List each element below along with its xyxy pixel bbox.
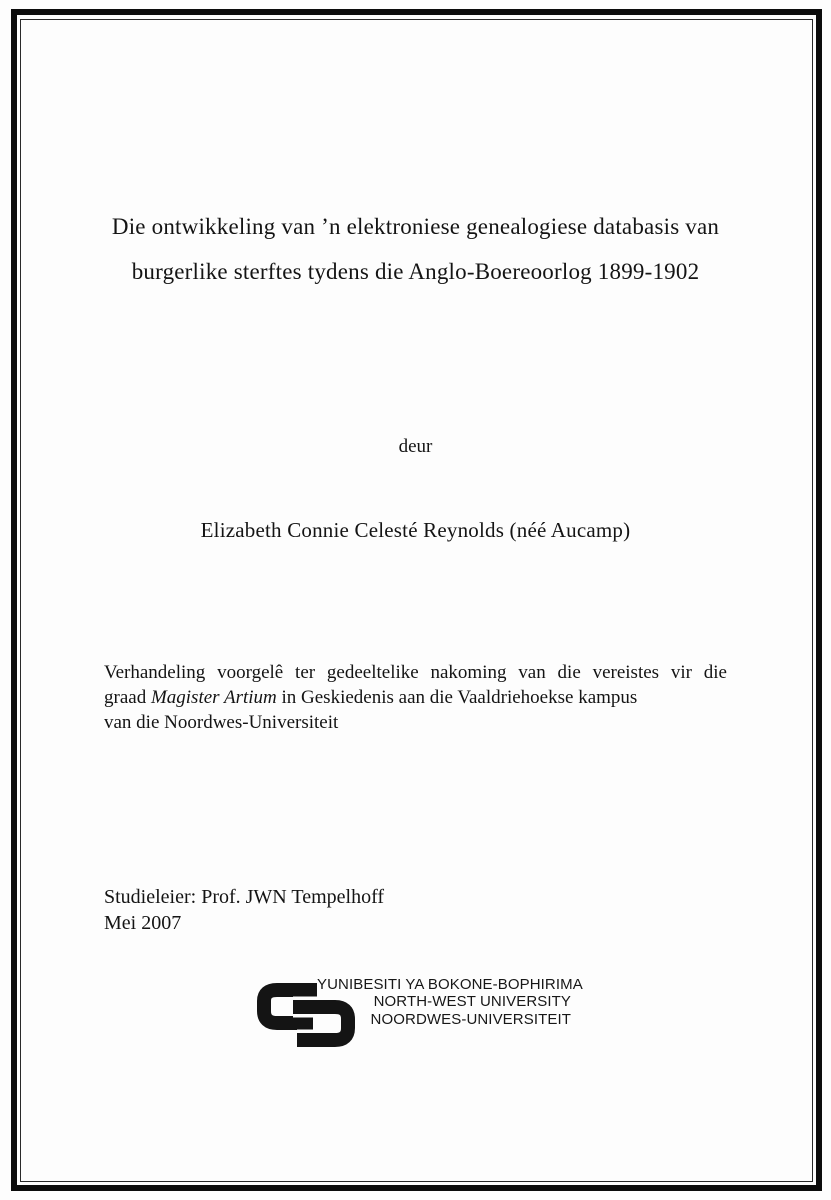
byline: deur [398,436,433,457]
logo-line-setswana: YUNIBESITI YA BOKONE-BOPHIRIMA [317,976,583,993]
logo-line-afrikaans: NOORDWES-UNIVERSITEIT [370,1010,571,1028]
title-line-1: Die ontwikkeling van ’n elektroniese genealogiese databasis van [111,214,720,239]
submission-line-1: Verhandeling voorgelê ter gedeeltelike nakoming van die vereistes vir die [104,662,727,683]
logo-wordmark [317,976,583,1028]
supervisor-block [104,884,384,936]
submission-line-2-pre: graad [104,687,151,708]
university-logo [255,974,595,1056]
date-line: Mei 2007 [104,912,182,934]
degree-name: Magister Artium [150,687,277,708]
thesis-title [40,204,791,294]
submission-statement [104,660,727,735]
submission-line-2-post: in Geskiedenis aan die Vaaldriehoekse kampus [276,687,638,708]
submission-line-2 [104,685,727,710]
logo-line-english: NORTH-WEST UNIVERSITY [373,993,571,1011]
submission-line-3: van die Noordwes-Universiteit [104,712,339,733]
author-name: Elizabeth Connie Celesté Reynolds (néé Aucamp) [200,518,631,542]
title-line-2: burgerlike sterftes tydens die Anglo-Boereoorlog 1899-1902 [131,259,700,284]
supervisor-line: Studieleier: Prof. JWN Tempelhoff [104,886,385,908]
